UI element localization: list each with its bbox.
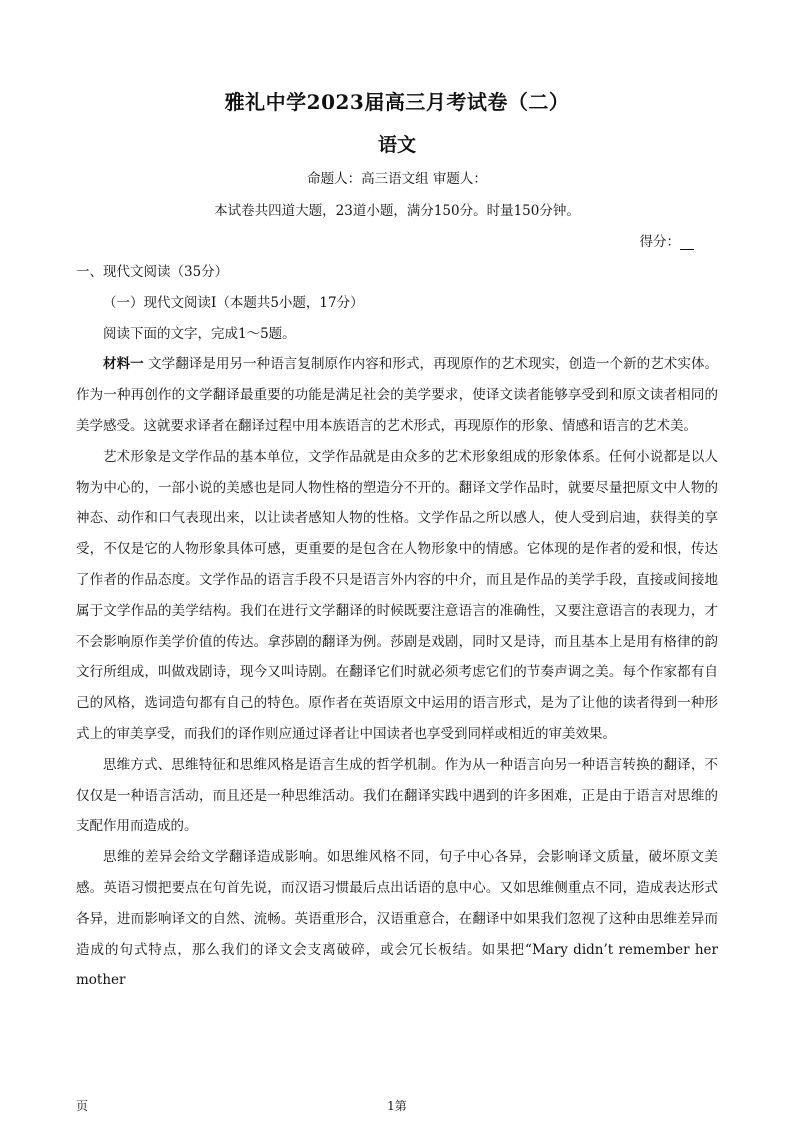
- material-paragraph-2: 艺术形象是文学作品的基本单位，文学作品就是由众多的艺术形象组成的形象体系。任何小说都是以人物为中心的，一部小说的美感也是同人物性格的塑造分不开的。翻译文学作品时，就要尽量把原文中人物的神态、动作和口气表现出来，以让读者感知人物的性格。文学作品之所以感人，使人受到启迪，获得美的享受，不仅是它的人物形象具体可感，更重要的是包含在人物形象中的情感。它体现的是作者的爱和恨，传达了作者的作品态度。文学作品的语言手段不只是语言外内容的中介，而且是作品的美学手段，直接或间接地属于文学作品的美学结构。我们在进行文学翻译的时候既要注意语言的准确性，又要注意语言的表现力，才不会影响原作美学价值的传达。拿莎剧的翻译为例。莎剧是戏剧，同时又是诗，而且基本上是用有格律的韵文行所组成，叫做戏剧诗，现今又叫诗剧。在翻译它们时就必须考虑它们的节奏声调之美。每个作家都有自己的风格，选词造句都有自己的特色。原作者在英语原文中运用的语言形式，是为了让他的读者得到一种形式上的审美享受，而我们的译作则应通过译者让中国读者也享受到同样或相近的审美效果。: [76, 448, 718, 742]
- section-subheading: （一）现代文阅读Ⅰ（本题共5小题，17分）: [103, 294, 364, 311]
- score-label: 得分：: [639, 234, 680, 250]
- exam-notes: 本试卷共四道大题，23道小题，满分150分。时量150分钟。: [214, 203, 580, 219]
- material-paragraph-4: 思维的差异会给文学翻译造成影响。如思维风格不同，句子中心各异，会影响译文质量，破坏原文美感。英语习惯把要点在句首先说，而汉语习惯最后点出话语的息中心。又如思维侧重点不同，造成表达形式各异，进而影响译文的自然、流畅。英语重形合，汉语重意合，在翻译中如果我们忽视了这种由思维差异而造成的句式特点，那么我们的译文会支离破碎，或会冗长板结。如果把“Mary didn’t remember her mother: [76, 849, 718, 989]
- footer-page-number: 1第: [387, 1099, 407, 1113]
- reading-instruction: 阅读下面的文字，完成1～5题。: [103, 325, 296, 342]
- material-paragraph-1-text: 文学翻译是用另一种语言复制原作内容和形式，再现原作的艺术现实，创造一个新的艺术实体。作为一种再创作的文学翻译最重要的功能是满足社会的美学要求，使译文读者能够享受到和原文读者相同的美学感受。这就要求译者在翻译过程中用本族语言的艺术形式，再现原作的形象、情感和语言的艺术美。: [76, 356, 719, 434]
- footer-page-label: 页: [76, 1099, 89, 1113]
- score-field: [640, 230, 695, 250]
- exam-title: 雅礼中学2023届高三月考试卷（二）: [224, 90, 570, 114]
- material-paragraph-3: 思维方式、思维特征和思维风格是语言生成的哲学机制。作为从一种语言向另一种语言转换的翻译，不仅仅是一种语言活动，而且还是一种思维活动。我们在翻译实践中遇到的许多困难，正是由于语言对思维的支配作用而造成的。: [76, 756, 718, 835]
- exam-content: [76, 257, 718, 996]
- material-paragraph-1: [76, 349, 718, 441]
- section-heading: 一、现代文阅读（35分）: [76, 264, 229, 280]
- subject-title: 语文: [377, 134, 416, 156]
- score-blank[interactable]: [680, 235, 694, 250]
- authors-line: 命题人：高三语文组 审题人：: [307, 171, 487, 187]
- material-label: 材料一: [103, 356, 144, 373]
